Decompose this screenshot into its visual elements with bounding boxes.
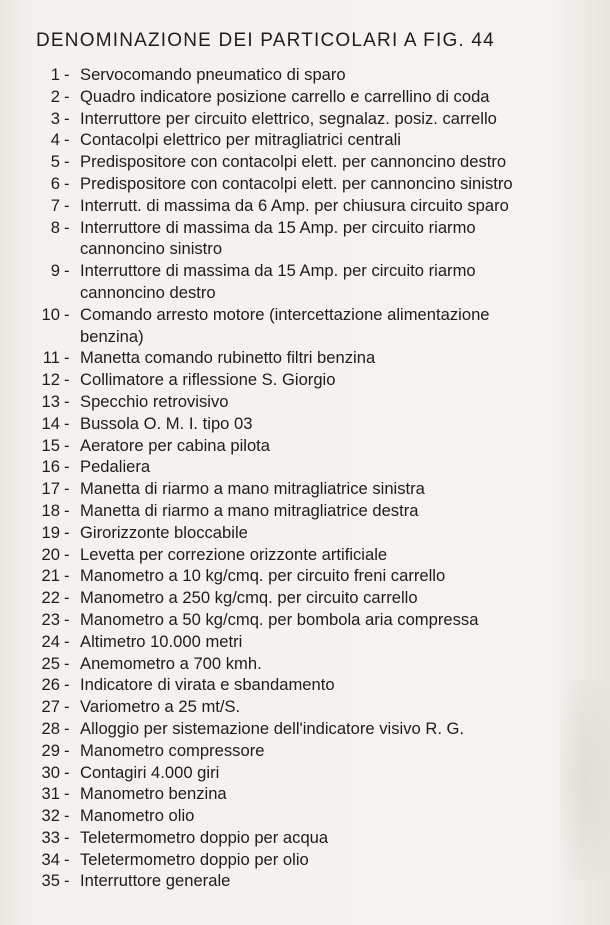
- part-description: Comando arresto motore (intercettazione alimentazione: [80, 304, 490, 324]
- part-number: 32: [41, 806, 60, 826]
- part-item: [0, 217, 610, 261]
- part-description: Predispositore con contacolpi elett. per cannoncino destro: [80, 152, 507, 172]
- part-description-continued: benzina): [80, 326, 144, 346]
- part-item: [0, 522, 610, 544]
- part-item: [0, 609, 610, 631]
- part-item: [0, 347, 610, 369]
- part-item: [0, 108, 610, 130]
- part-description: Interrutt. di massima da 6 Amp. per chiusura circuito sparo: [80, 195, 509, 215]
- separator-dash: -: [64, 653, 70, 673]
- part-number: 11: [42, 348, 60, 368]
- part-number: 21: [41, 566, 60, 586]
- part-number: 8: [50, 217, 60, 237]
- part-number: 27: [41, 697, 60, 717]
- separator-dash: -: [64, 588, 70, 608]
- separator-dash: -: [64, 370, 70, 390]
- part-number: 7: [50, 195, 60, 215]
- separator-dash: -: [64, 108, 70, 128]
- separator-dash: -: [64, 173, 70, 193]
- part-description-continued: cannoncino sinistro: [80, 239, 223, 259]
- separator-dash: -: [64, 217, 70, 237]
- part-item: [0, 500, 610, 522]
- part-item: [0, 631, 610, 653]
- part-number: 14: [41, 413, 60, 433]
- separator-dash: -: [64, 130, 70, 150]
- separator-dash: -: [64, 522, 70, 542]
- part-description: Interruttore per circuito elettrico, segnalaz. posiz. carrello: [80, 108, 497, 128]
- part-description: Predispositore con contacolpi elett. per cannoncino sinistro: [80, 173, 513, 193]
- part-item: [0, 173, 610, 195]
- part-number: 20: [41, 544, 60, 564]
- part-description: Alloggio per sistemazione dell'indicatore visivo R. G.: [80, 718, 465, 738]
- part-description: Teletermometro doppio per olio: [80, 849, 309, 869]
- part-description: Contagiri 4.000 giri: [80, 762, 220, 782]
- part-description: Interruttore generale: [80, 871, 231, 891]
- separator-dash: -: [64, 500, 70, 520]
- part-item: [0, 151, 610, 173]
- part-description: Manometro a 10 kg/cmq. per circuito freni carrello: [80, 566, 446, 586]
- part-description: Contacolpi elettrico per mitragliatrici centrali: [80, 130, 401, 150]
- part-number: 2: [50, 86, 60, 106]
- part-item: [0, 849, 610, 871]
- separator-dash: -: [64, 304, 70, 324]
- part-item: [0, 783, 610, 805]
- part-description: Interruttore di massima da 15 Amp. per circuito riarmo: [80, 217, 476, 237]
- separator-dash: -: [64, 631, 70, 651]
- part-item: [0, 827, 610, 849]
- part-description: Aeratore per cabina pilota: [80, 435, 271, 455]
- separator-dash: -: [64, 697, 70, 717]
- separator-dash: -: [64, 195, 70, 215]
- part-number: 3: [50, 108, 60, 128]
- part-item: [0, 369, 610, 391]
- part-description: Pedaliera: [80, 457, 151, 477]
- separator-dash: -: [64, 391, 70, 411]
- separator-dash: -: [64, 348, 70, 368]
- part-item: [0, 64, 610, 86]
- separator-dash: -: [64, 261, 70, 281]
- part-description: Servocomando pneumatico di sparo: [80, 65, 346, 84]
- part-number: 1: [50, 65, 60, 84]
- part-number: 19: [41, 522, 60, 542]
- separator-dash: -: [64, 718, 70, 738]
- separator-dash: -: [64, 740, 70, 760]
- separator-dash: -: [64, 566, 70, 586]
- part-number: 25: [41, 653, 60, 673]
- part-description: Manetta comando rubinetto filtri benzina: [80, 348, 376, 368]
- part-description: Manetta di riarmo a mano mitragliatrice destra: [80, 500, 419, 520]
- separator-dash: -: [64, 435, 70, 455]
- separator-dash: -: [64, 784, 70, 804]
- separator-dash: -: [64, 413, 70, 433]
- part-number: 18: [41, 500, 60, 520]
- separator-dash: -: [64, 86, 70, 106]
- part-item: [0, 195, 610, 217]
- part-item: [0, 674, 610, 696]
- part-number: 24: [41, 631, 60, 651]
- part-item: [0, 86, 610, 108]
- part-item: [0, 260, 610, 304]
- part-item: [0, 544, 610, 566]
- part-number: 22: [41, 588, 60, 608]
- part-description: Manometro olio: [80, 806, 195, 826]
- part-item: [0, 478, 610, 500]
- part-number: 23: [41, 609, 60, 629]
- separator-dash: -: [64, 827, 70, 847]
- part-item: [0, 587, 610, 609]
- part-description: Variometro a 25 mt/S.: [80, 697, 241, 717]
- part-number: 17: [41, 479, 60, 499]
- part-description: Manometro a 250 kg/cmq. per circuito carrello: [80, 588, 418, 608]
- part-number: 13: [41, 391, 60, 411]
- part-item: [0, 435, 610, 457]
- part-item: [0, 129, 610, 151]
- part-number: 6: [50, 173, 60, 193]
- part-description: Quadro indicatore posizione carrello e carrellino di coda: [80, 86, 490, 106]
- part-description: Manometro benzina: [80, 784, 227, 804]
- document-title: DENOMINAZIONE DEI PARTICOLARI A FIG. 44: [36, 30, 495, 51]
- part-item: [0, 740, 610, 762]
- separator-dash: -: [64, 675, 70, 695]
- part-number: 4: [50, 130, 60, 150]
- separator-dash: -: [64, 544, 70, 564]
- part-description: Manometro a 50 kg/cmq. per bombola aria compressa: [80, 609, 479, 629]
- part-number: 15: [41, 435, 60, 455]
- part-number: 33: [41, 827, 60, 847]
- part-description: Interruttore di massima da 15 Amp. per circuito riarmo: [80, 261, 476, 281]
- part-number: 35: [41, 871, 60, 891]
- part-description: Levetta per correzione orizzonte artificiale: [80, 544, 388, 564]
- separator-dash: -: [64, 609, 70, 629]
- part-number: 28: [41, 718, 60, 738]
- part-item: [0, 870, 610, 892]
- part-number: 34: [41, 849, 60, 869]
- part-item: [0, 456, 610, 478]
- separator-dash: -: [64, 762, 70, 782]
- part-item: [0, 304, 610, 348]
- separator-dash: -: [64, 806, 70, 826]
- part-item: [0, 696, 610, 718]
- part-number: 29: [41, 740, 60, 760]
- part-item: [0, 805, 610, 827]
- part-description: Collimatore a riflessione S. Giorgio: [80, 370, 336, 390]
- separator-dash: -: [64, 871, 70, 891]
- separator-dash: -: [64, 849, 70, 869]
- part-description: Manometro compressore: [80, 740, 265, 760]
- part-description: Altimetro 10.000 metri: [80, 631, 243, 651]
- part-description: Teletermometro doppio per acqua: [80, 827, 329, 847]
- separator-dash: -: [64, 457, 70, 477]
- part-description-continued: cannoncino destro: [80, 282, 216, 302]
- part-description: Manetta di riarmo a mano mitragliatrice sinistra: [80, 479, 425, 499]
- separator-dash: -: [64, 65, 70, 84]
- part-item: [0, 391, 610, 413]
- separator-dash: -: [64, 152, 70, 172]
- part-description: Bussola O. M. I. tipo 03: [80, 413, 253, 433]
- part-description: Indicatore di virata e sbandamento: [80, 675, 335, 695]
- parts-list: [0, 64, 610, 892]
- separator-dash: -: [64, 479, 70, 499]
- part-description: Specchio retrovisivo: [80, 391, 229, 411]
- part-number: 9: [50, 261, 60, 281]
- part-number: 10: [41, 304, 60, 324]
- part-number: 31: [41, 784, 60, 804]
- part-item: [0, 413, 610, 435]
- part-description: Anemometro a 700 kmh.: [80, 653, 262, 673]
- part-item: [0, 762, 610, 784]
- part-description: Girorizzonte bloccabile: [80, 522, 248, 542]
- part-number: 26: [41, 675, 60, 695]
- part-item: [0, 718, 610, 740]
- part-number: 30: [41, 762, 60, 782]
- part-number: 16: [41, 457, 60, 477]
- part-item: [0, 653, 610, 675]
- part-item: [0, 565, 610, 587]
- part-number: 5: [50, 152, 60, 172]
- part-number: 12: [41, 370, 60, 390]
